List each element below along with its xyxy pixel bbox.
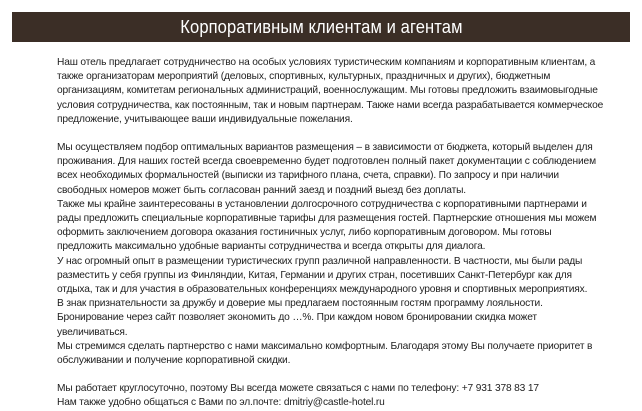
- email-line: Нам также удобно общаться с Вами по эл.почте: dmitriy@castle-hotel.ru: [57, 397, 385, 409]
- intro-paragraph: Наш отель предлагает сотрудничество на особых условиях туристическим компаниям и корпоративным клиентам, а также организаторам мероприятий (деловых, спортивных, культурных, праздничных и других), бюджетным организациям, комитетам региональных администраций, военнослужащим. Мы готовы предложить взаимовыгодные условия сотрудничества, как постоянным, так и новым партнерам. Также нами всегда разрабатывается коммерческое предложение, учитывающее ваши индивидуальные пожелания.: [57, 57, 604, 125]
- page-title: Корпоративным клиентам и агентам: [179, 16, 463, 37]
- phone-line: Мы работает круглосуточно, поэтому Вы всегда можете связаться с нами по телефону: +7 931 378 83 17: [57, 383, 539, 395]
- paragraph-gap: [57, 368, 609, 382]
- groups-paragraph: У нас огромный опыт в размещении туристических групп различной направленности. В частности, мы были рады разместить у себя группы из Финляндии, Китая, Германии и других стран, посетивших Санкт-Петербург как для отдыха, так и для участия в образовательных конференциях международного уровня и спортивных мероприятиях.: [57, 255, 588, 296]
- content-block: [57, 56, 609, 411]
- paragraph-gap: [57, 127, 609, 141]
- accommodation-paragraph: Мы осуществляем подбор оптимальных вариантов размещения – в зависимости от бюджета, который выделен для проживания. Для наших гостей всегда своевременно будет подготовлен полный пакет документации с соблюдением всех необходимых формальностей (выписки из тарифного плана, счета, справки). По запросу и при наличии свободных номеров может быть согласован ранний заезд и поздний выезд без доплаты.: [57, 142, 596, 196]
- loyalty-paragraph: В знак признательности за дружбу и доверие мы предлагаем постоянным гостям программу лояльности. Бронирование через сайт позволяет экономить до …%. При каждом новом бронировании скидка может увеличиваться.: [57, 298, 543, 338]
- partnership-paragraph: Мы стремимся сделать партнерство с нами максимально комфортным. Благодаря этому Вы получаете приоритет в обслуживании и получение корпоративной скидки.: [57, 340, 593, 367]
- corporate-paragraph: Также мы крайне заинтересованы в установлении долгосрочного сотрудничества с корпоративными партнерами и рады предложить специальные корпоративные тарифы для размещения гостей. Партнерские отношения мы можем оформить заключением договора оказания гостиничных услуг, либо корпоративным договором. Мы готовы предложить максимально удобные варианты сотрудничества и всегда открыты для диалога.: [57, 198, 597, 253]
- page-header: [12, 12, 630, 42]
